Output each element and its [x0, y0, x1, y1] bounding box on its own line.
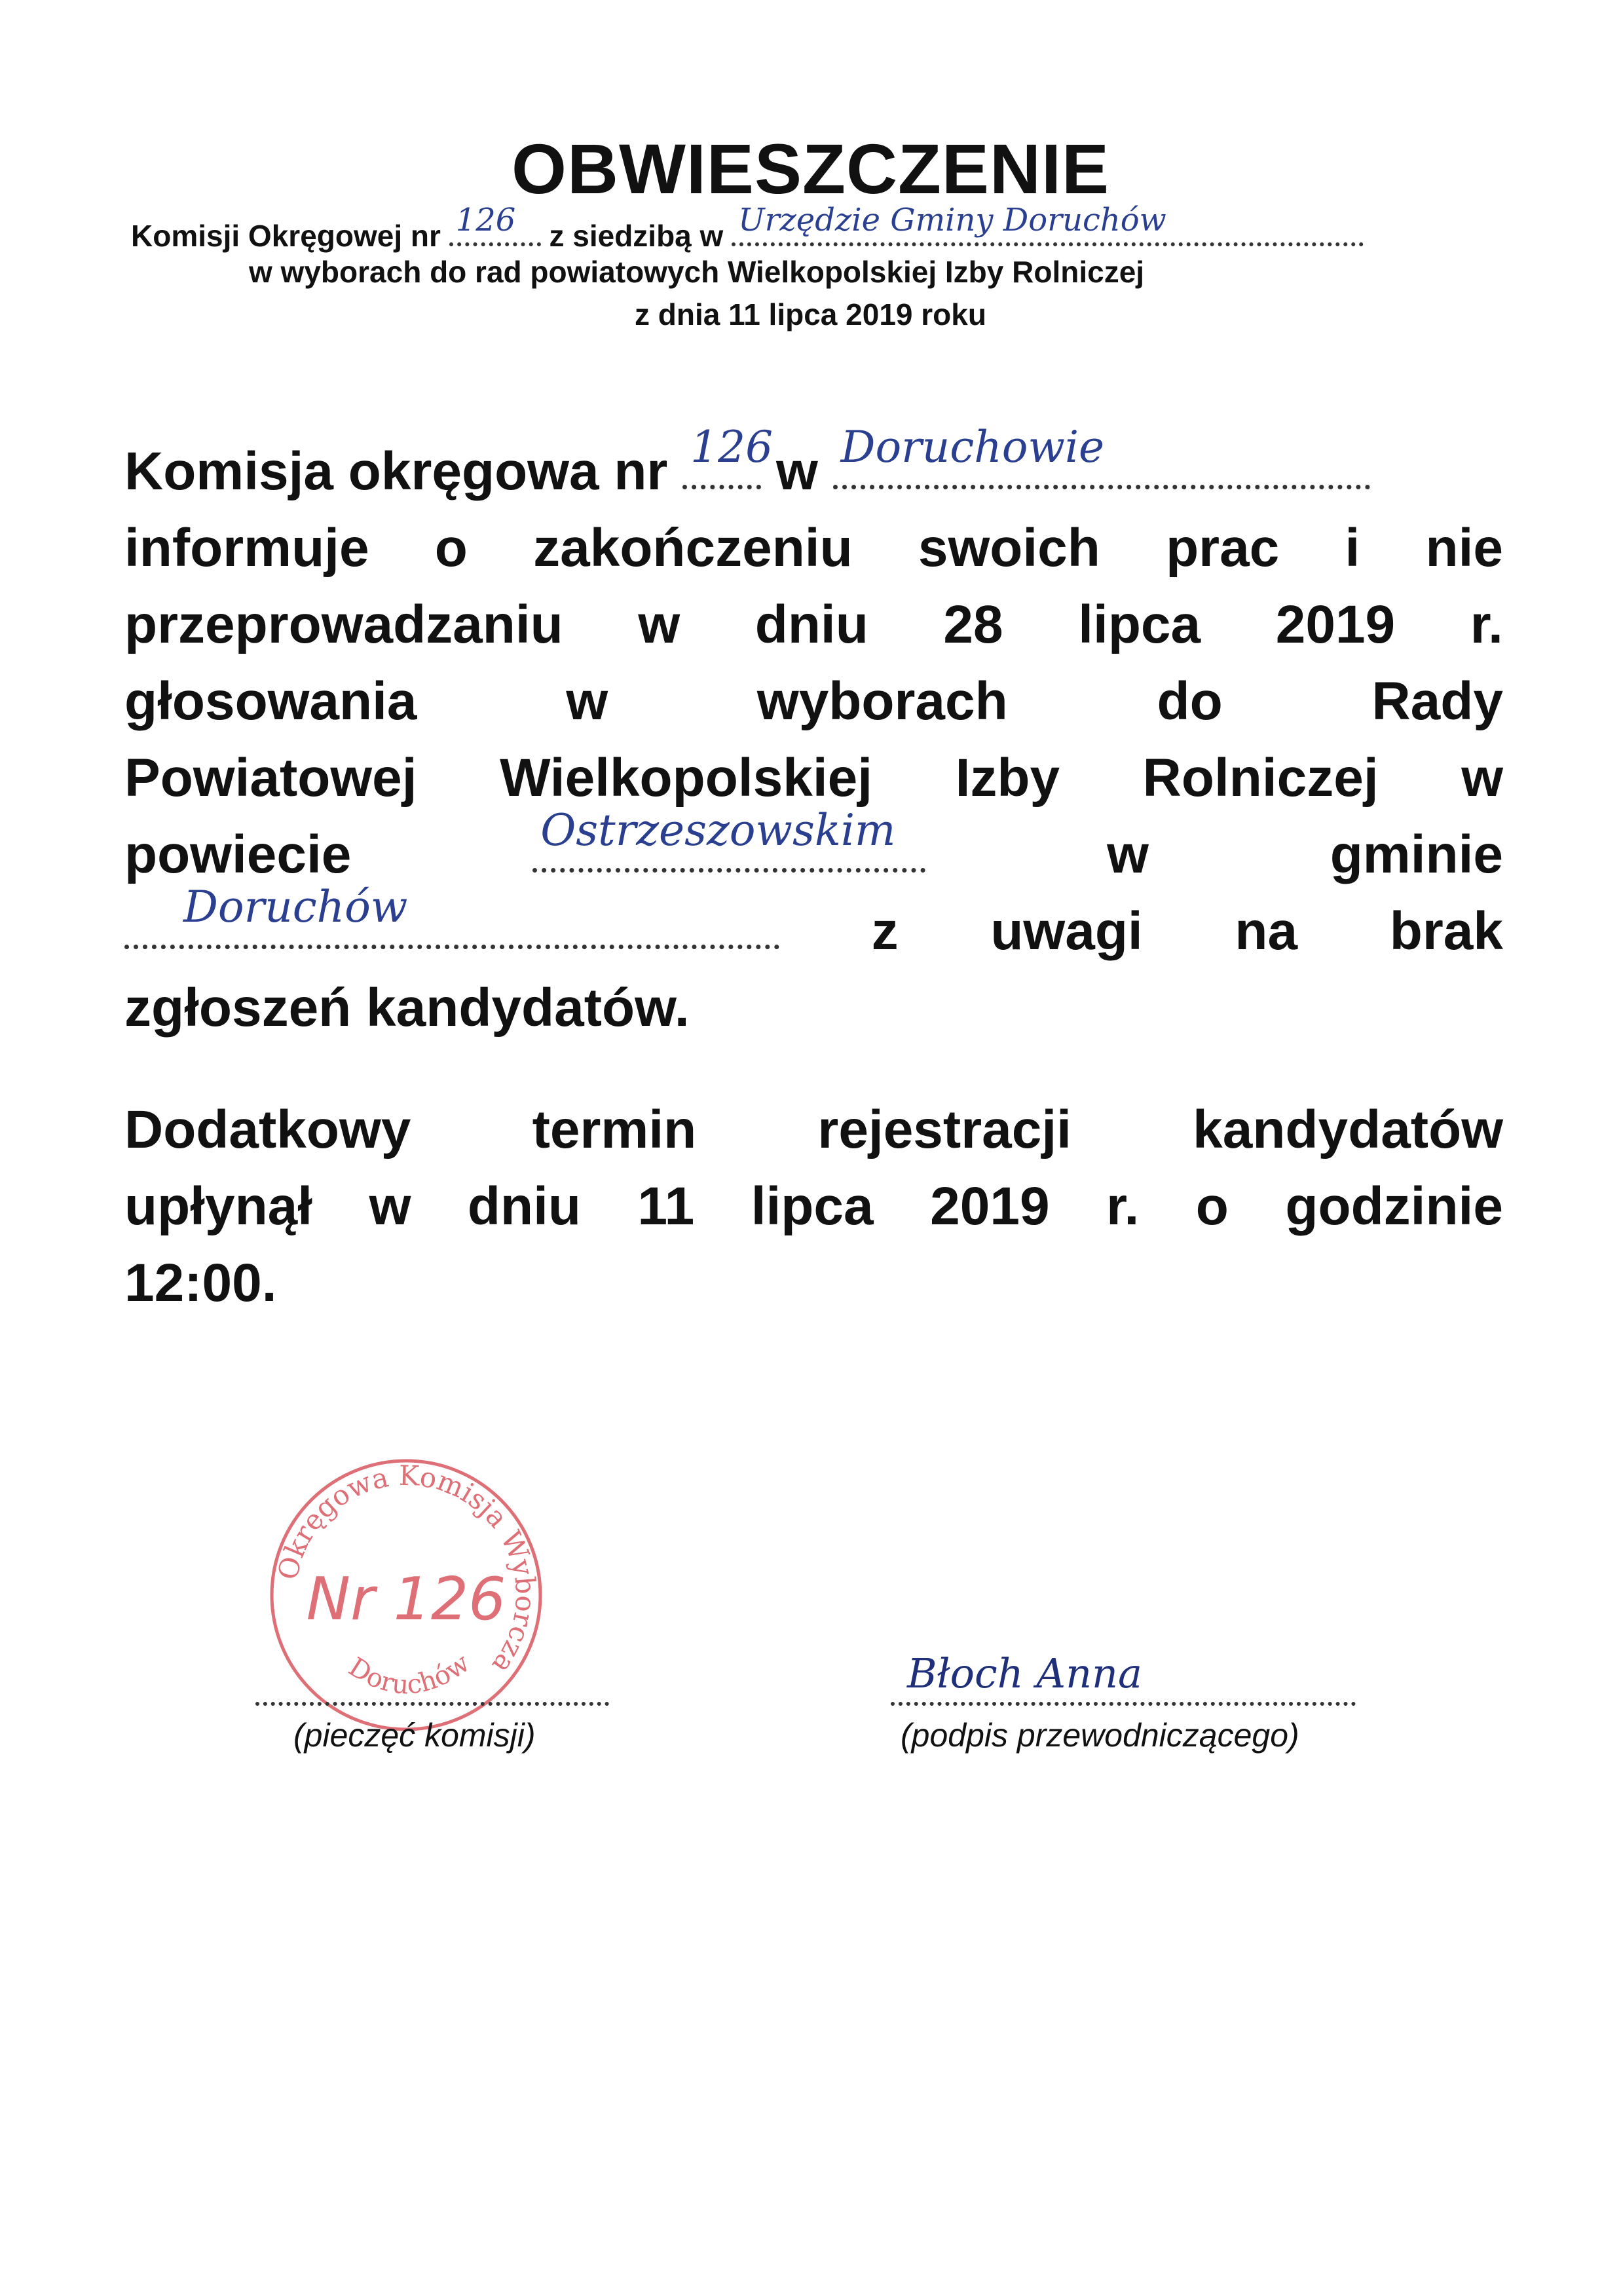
body-p2-line-1	[124, 1094, 1503, 1166]
stamp-caption: (pieczęć komisji)	[293, 1717, 536, 1754]
word: rejestracji	[817, 1100, 1071, 1159]
header-nr-field	[449, 202, 541, 246]
body-county-value: Ostrzeszowskim	[540, 805, 896, 856]
body-w-word: w	[775, 442, 818, 501]
body-commission-label: Komisja okręgowa nr	[124, 442, 668, 501]
commission-stamp	[259, 1448, 553, 1742]
word: gminie	[1330, 825, 1503, 884]
stamp-number: Nr 126	[306, 1565, 506, 1634]
chairperson-signature: Błoch Anna	[907, 1649, 1142, 1697]
word: w	[1107, 825, 1149, 884]
word: w	[369, 1176, 411, 1236]
body-nr-field	[682, 422, 773, 489]
header-line-1	[131, 202, 1364, 255]
word: Powiatowej	[124, 748, 417, 808]
body-line-2	[124, 512, 1503, 584]
word: głosowania	[124, 671, 417, 731]
word: lipca	[751, 1176, 874, 1236]
body-line-4	[124, 666, 1503, 738]
body-p2-line-2	[124, 1171, 1503, 1243]
word: o	[1195, 1176, 1229, 1236]
stamp-dotted-line	[255, 1702, 609, 1706]
header-line-3: z dnia 11 lipca 2019 roku	[635, 297, 986, 331]
word: lipca	[1078, 595, 1201, 654]
word: termin	[532, 1100, 697, 1159]
stamp-place: Doruchów	[343, 1647, 475, 1701]
word: kandydatów	[1193, 1100, 1503, 1159]
word: uwagi	[990, 901, 1143, 961]
document-title: OBWIESZCZENIE	[511, 129, 1110, 208]
body-line-8: zgłoszeń kandydatów.	[124, 978, 690, 1038]
word: nie	[1425, 518, 1503, 578]
word: w	[638, 595, 680, 654]
stamp-ring-text: Okręgowa Komisja Wyborcza	[271, 1459, 542, 1680]
header-seat-label: z siedzibą w	[549, 219, 724, 253]
body-place-field	[833, 422, 1370, 489]
body-line-7	[124, 882, 1503, 968]
word: 2019	[930, 1176, 1050, 1236]
body-county-field	[532, 805, 925, 873]
word: informuje	[124, 518, 369, 578]
word: z	[871, 901, 899, 961]
word: Wielkopolskiej	[500, 748, 872, 808]
word: swoich	[918, 518, 1100, 578]
signature-caption: (podpis przewodniczącego)	[901, 1717, 1299, 1754]
word: do	[1157, 671, 1223, 731]
body-nr-value: 126	[690, 422, 773, 472]
header-seat-field	[732, 202, 1364, 246]
word: brak	[1389, 901, 1503, 961]
body-gmina-field	[124, 882, 779, 949]
body-p2-line-3: 12:00.	[124, 1253, 277, 1313]
word: 2019	[1275, 595, 1396, 654]
word: zakończeniu	[533, 518, 853, 578]
body-line-1	[124, 422, 1503, 508]
word: Rady	[1371, 671, 1503, 731]
word: dniu	[755, 595, 868, 654]
word: w	[566, 671, 608, 731]
word: prac	[1166, 518, 1280, 578]
word: przeprowadzaniu	[124, 595, 563, 654]
header-line-2: w wyborach do rad powiatowych Wielkopolskiej Izby Rolniczej	[249, 255, 1145, 289]
word: Izby	[955, 748, 1060, 808]
header-seat-value: Urzędzie Gminy Doruchów	[738, 202, 1166, 238]
body-place-value: Doruchowie	[840, 422, 1105, 472]
body-gmina-value: Doruchów	[183, 882, 408, 932]
body-line-3	[124, 589, 1503, 661]
header-nr-value: 126	[455, 202, 516, 238]
word: Dodatkowy	[124, 1100, 411, 1159]
word: r.	[1106, 1176, 1140, 1236]
word: Rolniczej	[1142, 748, 1379, 808]
word: wyborach	[756, 671, 1008, 731]
word: godzinie	[1285, 1176, 1503, 1236]
word: 11	[637, 1176, 695, 1236]
word: upłynął	[124, 1176, 313, 1236]
word: na	[1235, 901, 1298, 961]
word: dniu	[467, 1176, 581, 1236]
word: r.	[1470, 595, 1503, 654]
word: powiecie	[124, 825, 352, 884]
word: o	[434, 518, 468, 578]
word: i	[1345, 518, 1360, 578]
header-commission-label: Komisji Okręgowej nr	[131, 219, 441, 253]
signature-dotted-line	[891, 1702, 1356, 1706]
word: w	[1461, 748, 1503, 808]
word: 28	[943, 595, 1003, 654]
